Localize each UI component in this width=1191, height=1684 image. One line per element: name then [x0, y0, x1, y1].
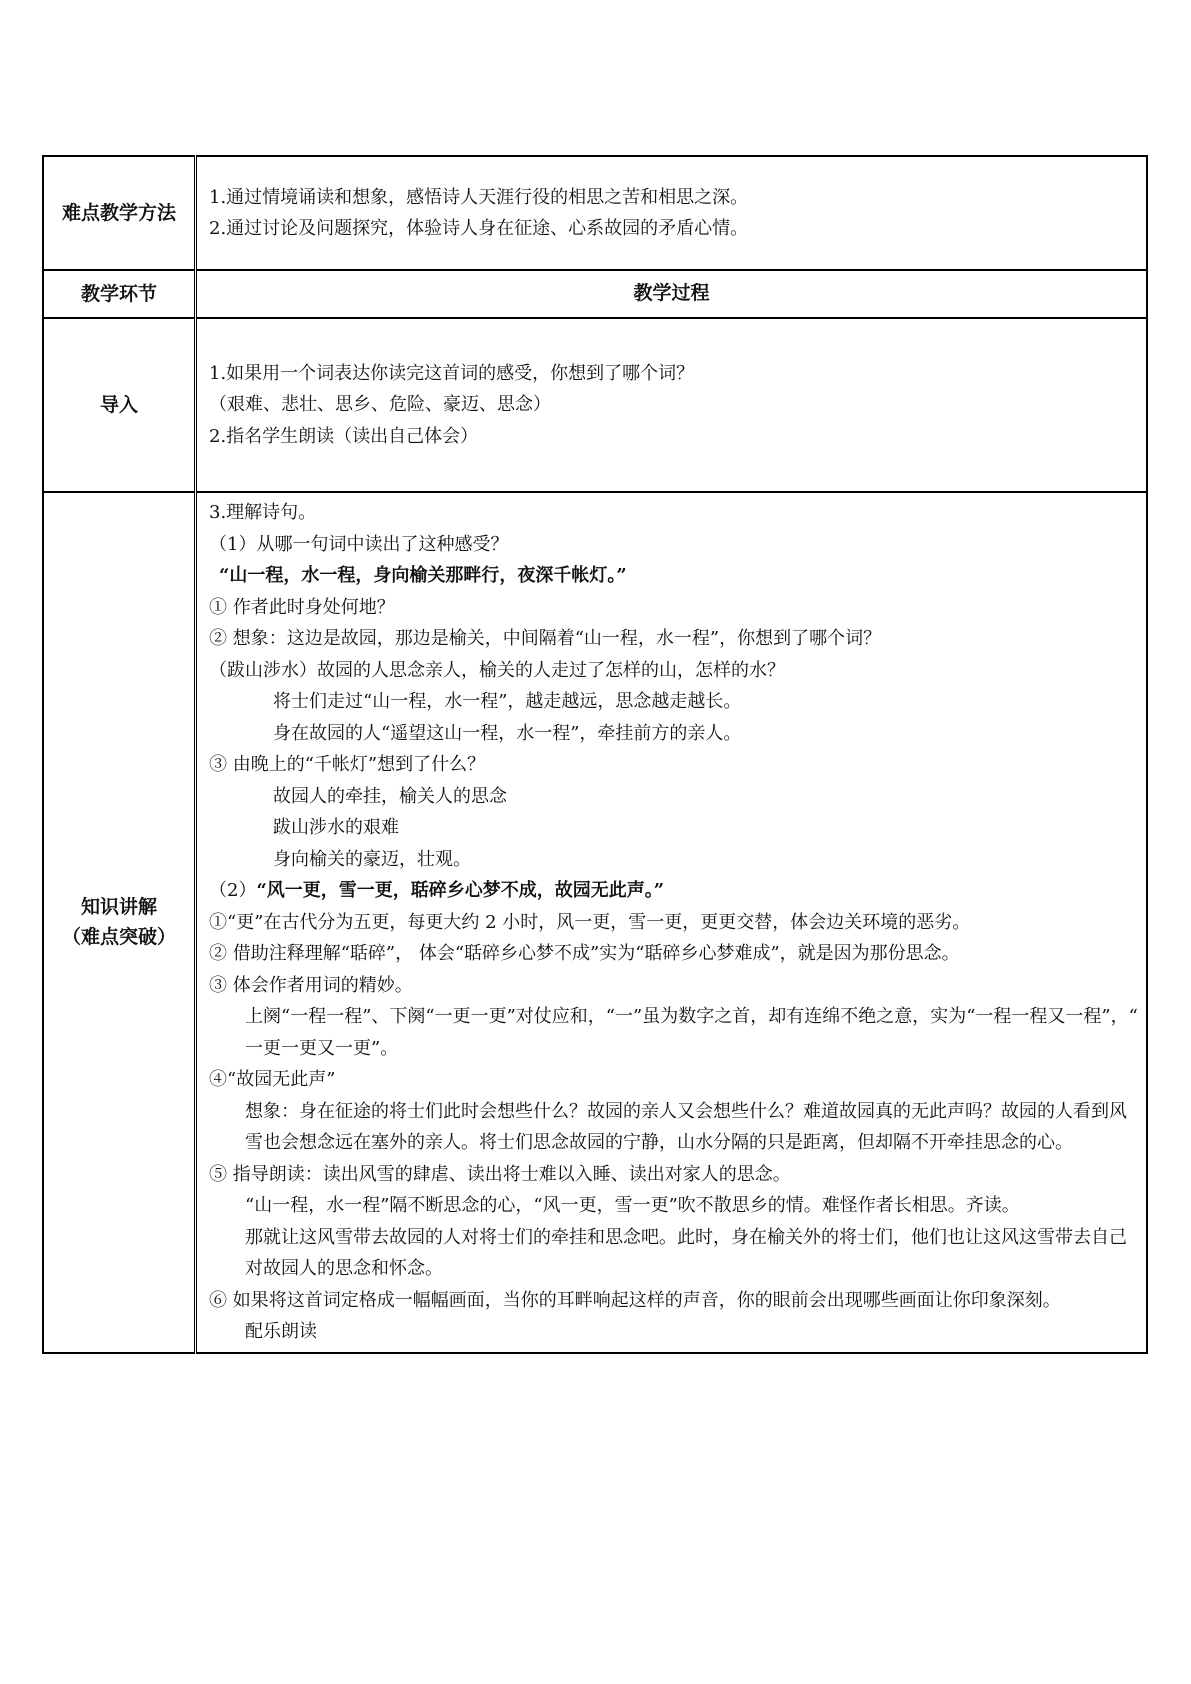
knowledge-row [43, 492, 1147, 1353]
knowledge-line: ③ 由晚上的“千帐灯”想到了什么？ [209, 754, 486, 775]
knowledge-label [43, 492, 196, 1353]
knowledge-line: 那就让这风雪带去故园的人对将士们的牵挂和思念吧。此时，身在榆关外的将士们，他们也让这风这雪带去自己对故园人的思念和怀念。 [245, 1226, 1127, 1279]
knowledge-line: （1）从哪一句词中读出了这种感受？ [209, 533, 509, 555]
knowledge-line: ①“更”在古代分为五更，每更大约 2 小时，风一更，雪一更，更更交替，体会边关环境的恶劣。 [209, 911, 971, 933]
knowledge-line-quote-1: “山一程，水一程，身向榆关那畔行，夜深千帐灯。” [219, 565, 627, 586]
knowledge-line: ② 想象：这边是故园，那边是榆关，中间隔着“山一程，水一程”，你想到了哪个词？ [209, 628, 882, 649]
knowledge-line: 上阕“一程一程”、下阕“一更一更”对仗应和，“一”虽为数字之首，却有连绵不绝之意，实为“一程一程又一程”，“ 一更一更又一更”。 [245, 1006, 1138, 1059]
method-label: 难点教学方法 [43, 156, 196, 270]
header-row [43, 270, 1147, 318]
knowledge-line: 故园人的牵挂，榆关人的思念 [273, 785, 507, 807]
header-content: 教学过程 [196, 270, 1148, 318]
lesson-plan-table [42, 155, 1148, 1354]
knowledge-line: 将士们走过“山一程，水一程”，越走越远，思念越走越长。 [273, 691, 742, 712]
header-label: 教学环节 [43, 270, 196, 318]
knowledge-content [196, 492, 1148, 1353]
knowledge-line: 身在故园的人“遥望这山一程，水一程”，牵挂前方的亲人。 [273, 722, 742, 744]
quote-2-text: “风一更，雪一更，聒碎乡心梦不成，故园无此声。” [256, 880, 665, 901]
method-line-2: 2.通过讨论及问题探究，体验诗人身在征途、心系故园的矛盾心情。 [209, 218, 749, 239]
knowledge-line: 配乐朗读 [245, 1321, 317, 1342]
knowledge-line: ③ 体会作者用词的精妙。 [209, 974, 413, 996]
knowledge-line: 身向榆关的豪迈，壮观。 [273, 848, 471, 870]
intro-label: 导入 [43, 318, 196, 492]
knowledge-line: ④“故园无此声” [209, 1069, 336, 1090]
method-line-1: 1.通过情境诵读和想象，感悟诗人天涯行役的相思之苦和相思之深。 [209, 186, 749, 208]
lesson-plan-page [42, 155, 1148, 1354]
knowledge-line: ⑤ 指导朗读：读出风雪的肆虐、读出将士难以入睡、读出对家人的思念。 [209, 1163, 791, 1185]
intro-content [196, 318, 1148, 492]
intro-line-1: 1.如果用一个词表达你读完这首词的感受，你想到了哪个词？ [209, 362, 695, 384]
method-row [43, 156, 1147, 270]
knowledge-label-line-1: 知识讲解 [80, 896, 157, 919]
knowledge-line-quote-2 [209, 875, 1146, 907]
knowledge-line: ① 作者此时身处何地？ [209, 596, 395, 618]
knowledge-line: （跋山涉水）故园的人思念亲人，榆关的人走过了怎样的山，怎样的水？ [209, 659, 785, 681]
intro-line-3: 2.指名学生朗读（读出自己体会） [209, 425, 479, 447]
knowledge-line: 跋山涉水的艰难 [273, 817, 399, 838]
knowledge-line: “山一程，水一程”隔不断思念的心，“风一更，雪一更”吹不散思乡的情。难怪作者长相思。齐读。 [245, 1195, 1020, 1216]
knowledge-line: ② 借助注释理解“聒碎”， 体会“聒碎乡心梦不成”实为“聒碎乡心梦难成”，就是因为那份思念。 [209, 943, 960, 964]
knowledge-line: ⑥ 如果将这首词定格成一幅幅画面，当你的耳畔响起这样的声音，你的眼前会出现哪些画面让你印象深刻。 [209, 1289, 1061, 1311]
intro-line-2: （艰难、悲壮、思乡、危险、豪迈、思念） [209, 394, 551, 416]
knowledge-label-line-2: （难点突破） [61, 926, 176, 949]
knowledge-line: 想象：身在征途的将士们此时会想些什么？故园的亲人又会想些什么？难道故园真的无此声吗？故园的人看到风雪也会想念远在塞外的亲人。将士们思念故园的宁静，山水分隔的只是距离，但却隔不开牵挂思念的心。 [245, 1100, 1127, 1153]
intro-row [43, 318, 1147, 492]
knowledge-line: 3.理解诗句。 [209, 502, 317, 523]
method-content [196, 156, 1148, 270]
quote-2-prefix: （2） [209, 880, 257, 901]
